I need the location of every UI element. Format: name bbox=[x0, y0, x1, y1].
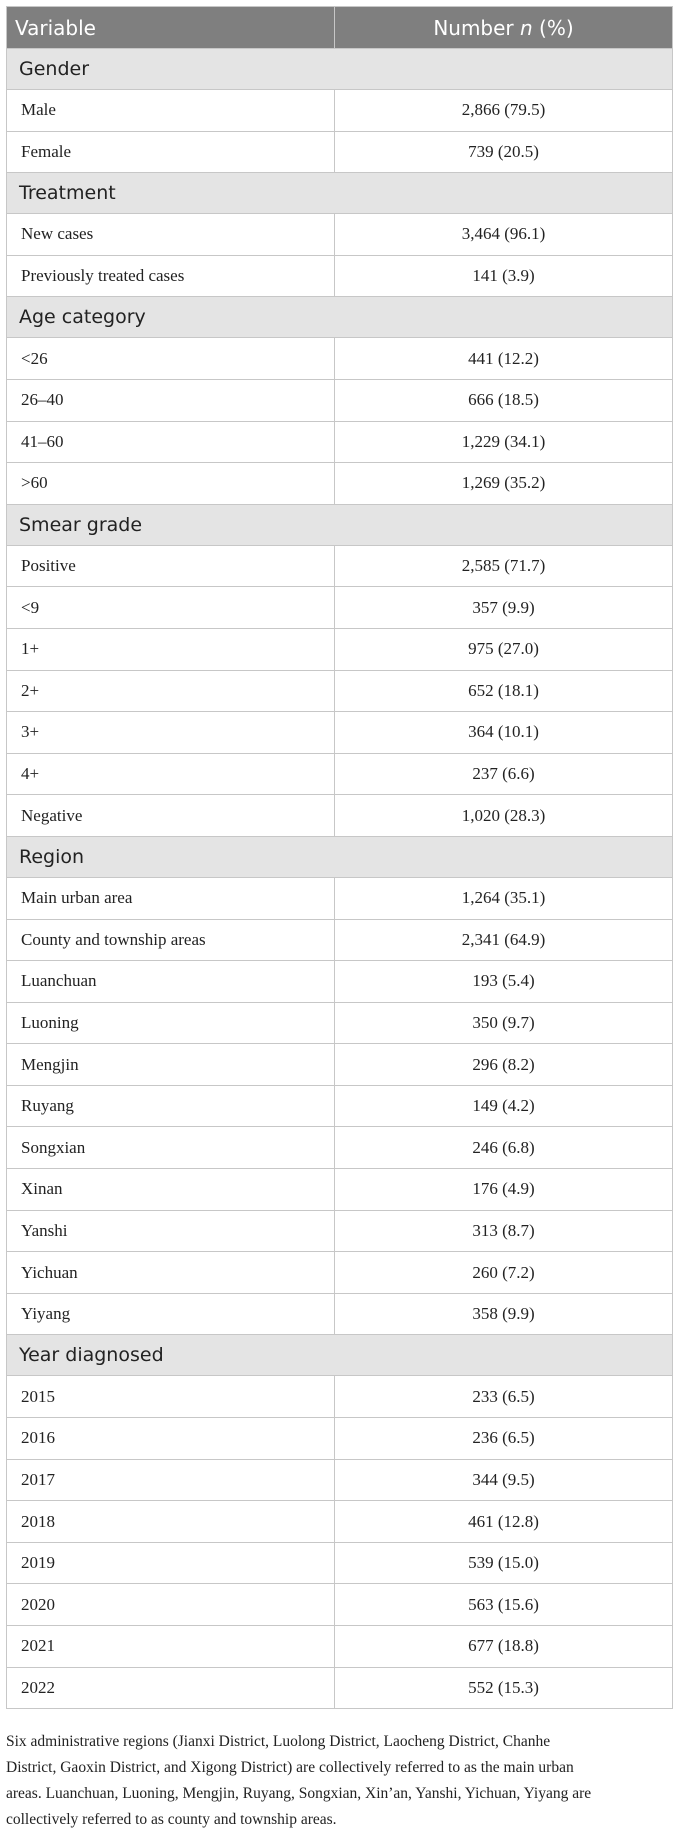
table-row bbox=[7, 1293, 673, 1335]
row-label: Mengjin bbox=[7, 1044, 335, 1086]
table-row bbox=[7, 1127, 673, 1169]
row-label: 2018 bbox=[7, 1501, 335, 1543]
row-value: 344 (9.5) bbox=[335, 1459, 673, 1501]
row-value: 1,269 (35.2) bbox=[335, 463, 673, 505]
table-row bbox=[7, 919, 673, 961]
table-row bbox=[7, 1459, 673, 1501]
row-label: <9 bbox=[7, 587, 335, 629]
row-label: Xinan bbox=[7, 1169, 335, 1211]
row-value: 313 (8.7) bbox=[335, 1210, 673, 1252]
row-label: 3+ bbox=[7, 712, 335, 754]
row-label: Yanshi bbox=[7, 1210, 335, 1252]
row-label: Yiyang bbox=[7, 1293, 335, 1335]
section-header-row bbox=[7, 504, 673, 545]
row-value: 364 (10.1) bbox=[335, 712, 673, 754]
table-row bbox=[7, 1002, 673, 1044]
header-number: Number n (%) bbox=[335, 7, 673, 49]
table-row bbox=[7, 1210, 673, 1252]
table-row bbox=[7, 1169, 673, 1211]
table-body bbox=[7, 49, 673, 1709]
row-label: 26–40 bbox=[7, 379, 335, 421]
table-row bbox=[7, 1584, 673, 1626]
section-header-row bbox=[7, 836, 673, 877]
section-header-row bbox=[7, 49, 673, 90]
row-value: 1,229 (34.1) bbox=[335, 421, 673, 463]
table-row bbox=[7, 1085, 673, 1127]
row-label: 2017 bbox=[7, 1459, 335, 1501]
row-label: Female bbox=[7, 131, 335, 173]
section-header-row bbox=[7, 297, 673, 338]
row-label: 2015 bbox=[7, 1376, 335, 1418]
row-value: 1,264 (35.1) bbox=[335, 877, 673, 919]
row-label: 2+ bbox=[7, 670, 335, 712]
row-value: 539 (15.0) bbox=[335, 1542, 673, 1584]
footnote-line: collectively referred to as county and township areas. bbox=[6, 1811, 337, 1828]
table-row bbox=[7, 1542, 673, 1584]
section-header-row bbox=[7, 173, 673, 214]
table-row bbox=[7, 712, 673, 754]
row-label: Songxian bbox=[7, 1127, 335, 1169]
section-title: Region bbox=[7, 836, 673, 877]
table-row bbox=[7, 1501, 673, 1543]
section-title: Year diagnosed bbox=[7, 1335, 673, 1376]
table-row bbox=[7, 379, 673, 421]
table-row bbox=[7, 877, 673, 919]
data-table-container bbox=[6, 6, 672, 1709]
row-label: 2016 bbox=[7, 1418, 335, 1460]
row-value: 666 (18.5) bbox=[335, 379, 673, 421]
row-value: 677 (18.8) bbox=[335, 1626, 673, 1668]
row-label: Previously treated cases bbox=[7, 255, 335, 297]
row-label: 2020 bbox=[7, 1584, 335, 1626]
row-value: 193 (5.4) bbox=[335, 961, 673, 1003]
row-value: 652 (18.1) bbox=[335, 670, 673, 712]
table-footnote bbox=[6, 1729, 668, 1833]
row-value: 552 (15.3) bbox=[335, 1667, 673, 1709]
row-label: 41–60 bbox=[7, 421, 335, 463]
table-row bbox=[7, 961, 673, 1003]
table-header-row bbox=[7, 7, 673, 49]
section-header-row bbox=[7, 1335, 673, 1376]
row-label: 2022 bbox=[7, 1667, 335, 1709]
row-value: 176 (4.9) bbox=[335, 1169, 673, 1211]
row-value: 461 (12.8) bbox=[335, 1501, 673, 1543]
row-value: 441 (12.2) bbox=[335, 338, 673, 380]
table-row bbox=[7, 90, 673, 132]
row-label: New cases bbox=[7, 214, 335, 256]
table-row bbox=[7, 795, 673, 837]
row-label: 2019 bbox=[7, 1542, 335, 1584]
row-label: Yichuan bbox=[7, 1252, 335, 1294]
section-title: Smear grade bbox=[7, 504, 673, 545]
section-title: Treatment bbox=[7, 173, 673, 214]
table-row bbox=[7, 1418, 673, 1460]
row-value: 296 (8.2) bbox=[335, 1044, 673, 1086]
footnote-line: Six administrative regions (Jianxi District, Luolong District, Laocheng District, Chanhe bbox=[6, 1733, 551, 1750]
row-value: 975 (27.0) bbox=[335, 628, 673, 670]
row-value: 2,866 (79.5) bbox=[335, 90, 673, 132]
table-row bbox=[7, 255, 673, 297]
table-row bbox=[7, 628, 673, 670]
row-label: Male bbox=[7, 90, 335, 132]
row-label: 4+ bbox=[7, 753, 335, 795]
table-row bbox=[7, 131, 673, 173]
table-row bbox=[7, 545, 673, 587]
row-label: Ruyang bbox=[7, 1085, 335, 1127]
row-value: 233 (6.5) bbox=[335, 1376, 673, 1418]
section-title: Gender bbox=[7, 49, 673, 90]
row-value: 1,020 (28.3) bbox=[335, 795, 673, 837]
row-label: Luoning bbox=[7, 1002, 335, 1044]
row-value: 3,464 (96.1) bbox=[335, 214, 673, 256]
section-title: Age category bbox=[7, 297, 673, 338]
row-value: 358 (9.9) bbox=[335, 1293, 673, 1335]
table-row bbox=[7, 1044, 673, 1086]
table-row bbox=[7, 753, 673, 795]
row-value: 141 (3.9) bbox=[335, 255, 673, 297]
row-value: 2,341 (64.9) bbox=[335, 919, 673, 961]
row-label: County and township areas bbox=[7, 919, 335, 961]
table-row bbox=[7, 670, 673, 712]
row-label: <26 bbox=[7, 338, 335, 380]
row-value: 149 (4.2) bbox=[335, 1085, 673, 1127]
row-label: Main urban area bbox=[7, 877, 335, 919]
demographics-table bbox=[6, 6, 673, 1709]
row-label: Positive bbox=[7, 545, 335, 587]
row-value: 246 (6.8) bbox=[335, 1127, 673, 1169]
table-row bbox=[7, 338, 673, 380]
table-row bbox=[7, 1376, 673, 1418]
table-row bbox=[7, 421, 673, 463]
row-label: >60 bbox=[7, 463, 335, 505]
row-label: Luanchuan bbox=[7, 961, 335, 1003]
row-value: 563 (15.6) bbox=[335, 1584, 673, 1626]
row-label: 1+ bbox=[7, 628, 335, 670]
row-value: 236 (6.5) bbox=[335, 1418, 673, 1460]
row-label: 2021 bbox=[7, 1626, 335, 1668]
row-value: 2,585 (71.7) bbox=[335, 545, 673, 587]
row-value: 350 (9.7) bbox=[335, 1002, 673, 1044]
header-variable: Variable bbox=[7, 7, 335, 49]
table-row bbox=[7, 214, 673, 256]
row-value: 260 (7.2) bbox=[335, 1252, 673, 1294]
footnote-line: District, Gaoxin District, and Xigong District) are collectively referred to as the main urban bbox=[6, 1759, 574, 1776]
footnote-line: areas. Luanchuan, Luoning, Mengjin, Ruyang, Songxian, Xin’an, Yanshi, Yichuan, Yiyang are bbox=[6, 1785, 592, 1802]
table-row bbox=[7, 587, 673, 629]
row-value: 357 (9.9) bbox=[335, 587, 673, 629]
table-row bbox=[7, 1667, 673, 1709]
table-row bbox=[7, 463, 673, 505]
row-value: 237 (6.6) bbox=[335, 753, 673, 795]
table-row bbox=[7, 1252, 673, 1294]
row-value: 739 (20.5) bbox=[335, 131, 673, 173]
table-row bbox=[7, 1626, 673, 1668]
row-label: Negative bbox=[7, 795, 335, 837]
